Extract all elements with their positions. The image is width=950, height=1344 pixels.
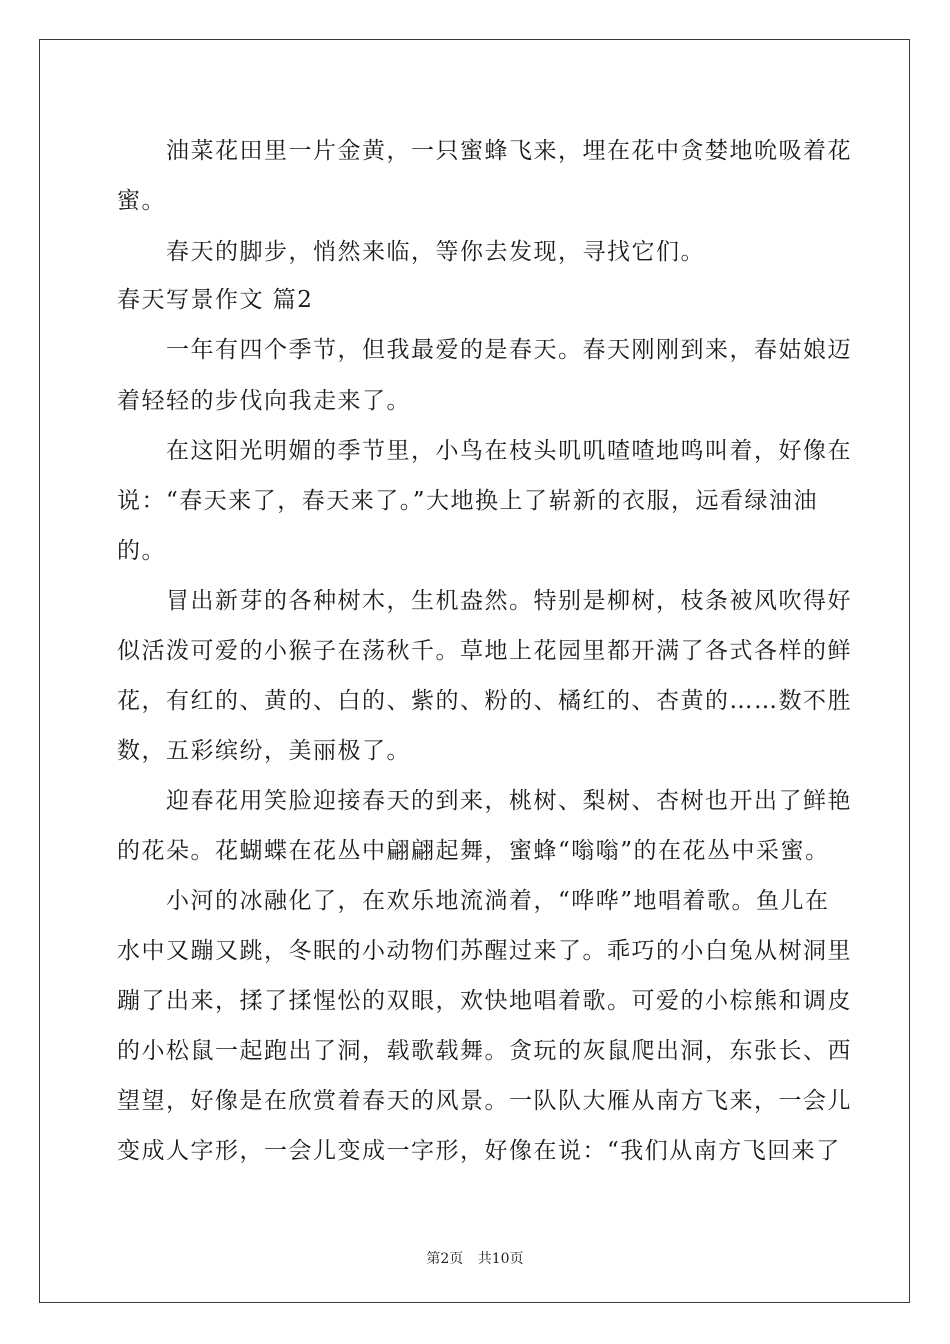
text-line: 蜜。 [117, 188, 166, 214]
text-line: 说：“春天来了，春天来了。”大地换上了崭新的衣服，远看绿油油 [117, 488, 819, 514]
text-line: 变成人字形，一会儿变成一字形，好像在说：“我们从南方飞回来了 [117, 1138, 841, 1164]
text-line: 蹦了出来，揉了揉惺忪的双眼，欢快地唱着歌。可爱的小棕熊和调皮 [117, 988, 852, 1014]
text-line: 的小松鼠一起跑出了洞，载歌载舞。贪玩的灰鼠爬出洞，东张长、西 [117, 1038, 852, 1064]
text-line: 着轻轻的步伐向我走来了。 [117, 388, 411, 414]
text-line: 在这阳光明媚的季节里，小鸟在枝头叽叽喳喳地鸣叫着，好像在 [117, 438, 852, 464]
page-number: 第2页 [426, 1251, 464, 1267]
text-line: 水中又蹦又跳，冬眠的小动物们苏醒过来了。乖巧的小白兔从树洞里 [117, 938, 852, 964]
text-line: 小河的冰融化了，在欢乐地流淌着，“哗哗”地唱着歌。鱼儿在 [117, 888, 830, 914]
page-total: 共10页 [477, 1251, 524, 1267]
text-line: 的花朵。花蝴蝶在花丛中翩翩起舞，蜜蜂“嗡嗡”的在花丛中采蜜。 [117, 838, 830, 864]
section-heading: 春天写景作文 篇2 [117, 287, 314, 313]
text-line: 一年有四个季节，但我最爱的是春天。春天刚刚到来，春姑娘迈 [117, 337, 852, 363]
text-line: 花，有红的、黄的、白的、紫的、粉的、橘红的、杏黄的……数不胜 [117, 688, 852, 714]
text-line: 春天的脚步，悄然来临，等你去发现，寻找它们。 [117, 239, 705, 265]
text-line: 望望，好像是在欣赏着春天的风景。一队队大雁从南方飞来，一会儿 [117, 1088, 852, 1114]
text-line: 迎春花用笑脸迎接春天的到来，桃树、梨树、杏树也开出了鲜艳 [117, 788, 852, 814]
text-line: 似活泼可爱的小猴子在荡秋千。草地上花园里都开满了各式各样的鲜 [117, 638, 852, 664]
page-footer [0, 1248, 950, 1268]
text-line: 冒出新芽的各种树木，生机盎然。特别是柳树，枝条被风吹得好 [117, 588, 852, 614]
text-line: 的。 [117, 538, 166, 564]
text-line: 数，五彩缤纷，美丽极了。 [117, 738, 411, 764]
text-line: 油菜花田里一片金黄，一只蜜蜂飞来，埋在花中贪婪地吮吸着花 [117, 138, 852, 164]
